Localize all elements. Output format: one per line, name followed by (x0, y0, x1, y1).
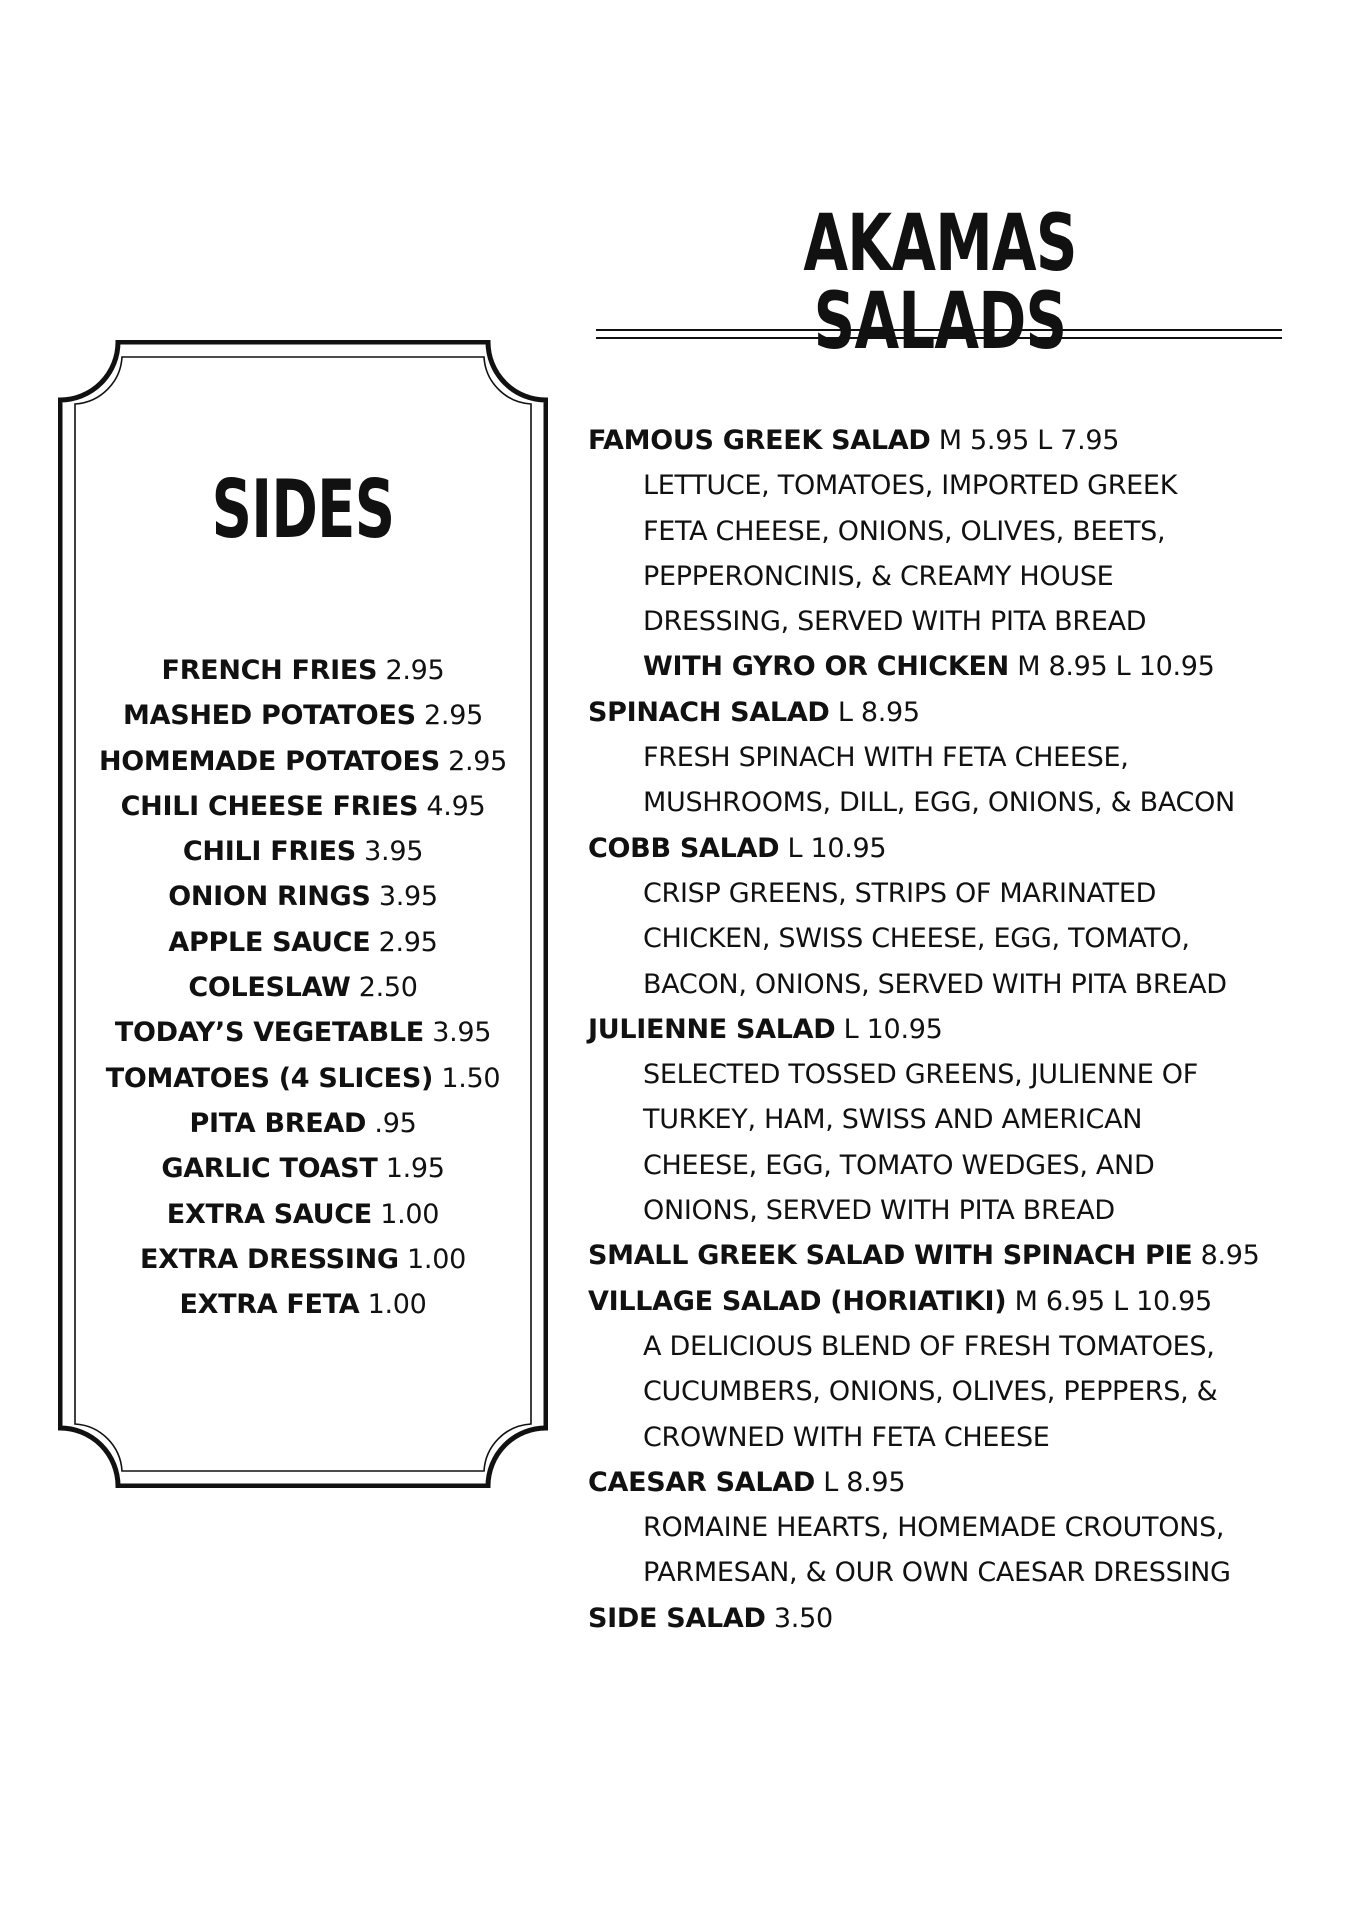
salad-famous-greek: FAMOUS GREEK SALAD M 5.95 L 7.95 (588, 425, 1120, 456)
list-item: CHILI CHEESE FRIES 4.95 (120, 790, 486, 822)
list-item: HOMEMADE POTATOES 2.95 (98, 745, 508, 777)
salad-description: SELECTED TOSSED GREENS, JULIENNE OF (643, 1059, 1198, 1091)
salads-list (588, 418, 1288, 1641)
salad-cobb: COBB SALAD L 10.95 (588, 832, 887, 864)
list-item: MASHED POTATOES 2.95 (123, 700, 483, 732)
list-item: EXTRA SAUCE 1.00 (166, 1198, 440, 1230)
salad-description: CUCUMBERS, ONIONS, OLIVES, PEPPERS, & (643, 1376, 1218, 1408)
salad-small-greek: SMALL GREEK SALAD WITH SPINACH PIE 8.95 (588, 1240, 1260, 1272)
salad-description: A DELICIOUS BLEND OF FRESH TOMATOES, (643, 1330, 1215, 1362)
list-item: COLESLAW 2.50 (188, 972, 418, 1004)
list-item: APPLE SAUCE 2.95 (168, 926, 438, 958)
salad-description: BACON, ONIONS, SERVED WITH PITA BREAD (643, 968, 1227, 1000)
salad-julienne: JULIENNE SALAD L 10.95 (588, 1013, 943, 1045)
salad-addon: WITH GYRO OR CHICKEN M 8.95 L 10.95 (643, 651, 1215, 683)
salad-description: PEPPERONCINIS, & CREAMY HOUSE (643, 560, 1114, 592)
salad-description: FETA CHEESE, ONIONS, OLIVES, BEETS, (643, 515, 1166, 547)
list-item: EXTRA FETA 1.00 (179, 1289, 427, 1321)
salad-spinach: SPINACH SALAD L 8.95 (588, 696, 920, 728)
list-item: CHILI FRIES 3.95 (182, 836, 424, 868)
sides-title: SIDES (211, 463, 395, 556)
sides-list (58, 648, 548, 1327)
salad-description: MUSHROOMS, DILL, EGG, ONIONS, & BACON (643, 787, 1235, 819)
list-item: EXTRA DRESSING 1.00 (140, 1243, 466, 1275)
salad-description: ROMAINE HEARTS, HOMEMADE CROUTONS, (643, 1512, 1225, 1544)
salad-description: CHEESE, EGG, TOMATO WEDGES, AND (643, 1149, 1155, 1181)
list-item: ONION RINGS 3.95 (168, 881, 438, 913)
salad-description: CRISP GREENS, STRIPS OF MARINATED (643, 877, 1157, 909)
list-item: TODAY’S VEGETABLE 3.95 (114, 1017, 492, 1049)
salad-description: ONIONS, SERVED WITH PITA BREAD (643, 1195, 1115, 1227)
salad-description: CHICKEN, SWISS CHEESE, EGG, TOMATO, (643, 923, 1190, 955)
salads-title: AKAMAS SALADS (803, 199, 1077, 367)
salad-description: PARMESAN, & OUR OWN CAESAR DRESSING (643, 1557, 1231, 1589)
salad-village: VILLAGE SALAD (HORIATIKI) M 6.95 L 10.95 (588, 1285, 1212, 1317)
list-item: FRENCH FRIES 2.95 (161, 655, 445, 686)
list-item: TOMATOES (4 SLICES) 1.50 (105, 1062, 501, 1094)
salad-description: DRESSING, SERVED WITH PITA BREAD (643, 606, 1147, 638)
salad-side: SIDE SALAD 3.50 (588, 1602, 833, 1634)
salad-caesar: CAESAR SALAD L 8.95 (588, 1466, 906, 1498)
title-double-rule (596, 329, 1282, 339)
salad-description: TURKEY, HAM, SWISS AND AMERICAN (643, 1104, 1143, 1136)
list-item: PITA BREAD .95 (189, 1107, 417, 1139)
salad-description: CROWNED WITH FETA CHEESE (643, 1421, 1050, 1453)
list-item: GARLIC TOAST 1.95 (161, 1153, 445, 1185)
salad-description: LETTUCE, TOMATOES, IMPORTED GREEK (643, 470, 1178, 502)
salad-description: FRESH SPINACH WITH FETA CHEESE, (643, 742, 1129, 774)
